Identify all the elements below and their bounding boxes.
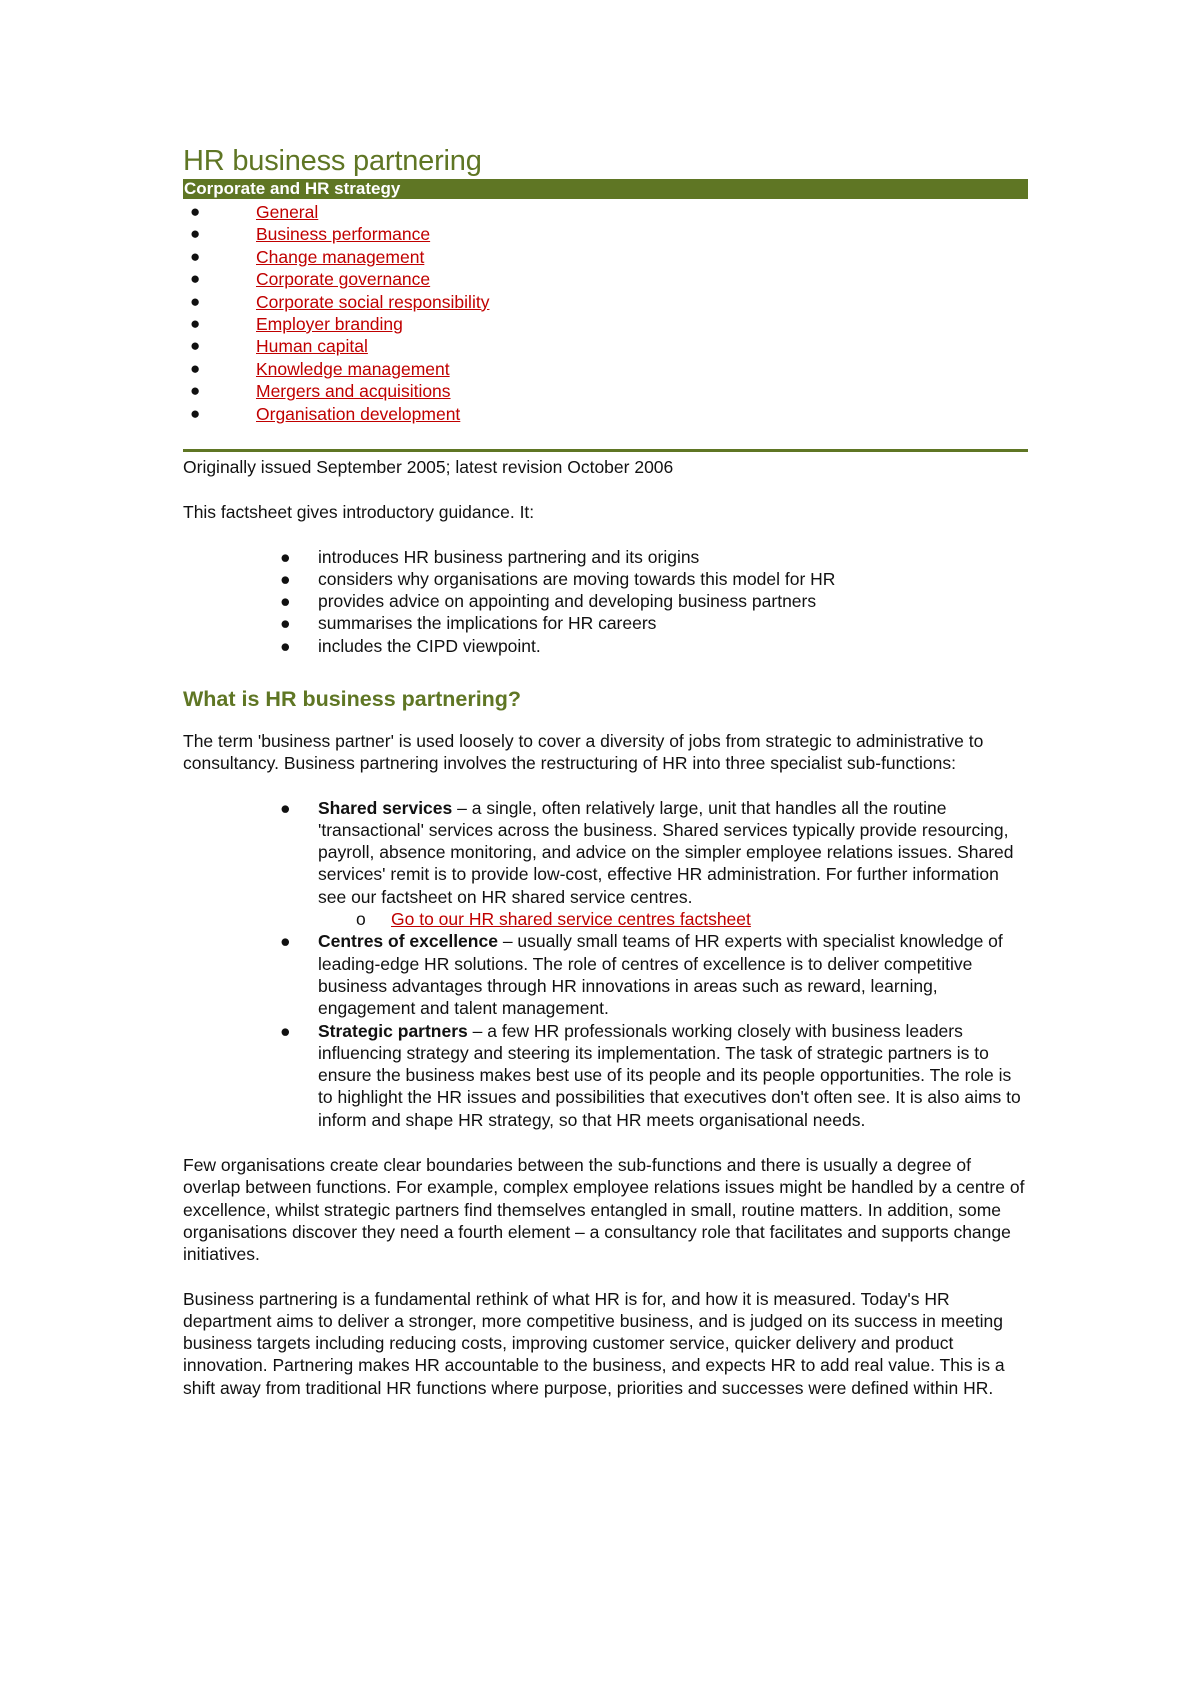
nav-link-knowledge-management[interactable]: Knowledge management [256,358,450,379]
circle-o-icon: o [356,909,366,930]
list-item [183,403,1028,425]
divider-rule [183,449,1028,452]
list-item-text: summarises the implications for HR careers [318,613,657,634]
list-item [183,291,1028,313]
bullet-dot-icon: ● [190,336,201,356]
shared-service-factsheet-link[interactable]: Go to our HR shared service centres factsheet [391,909,751,930]
list-item [183,546,1028,568]
paragraph-term: The term 'business partner' is used loosely to cover a diversity of jobs from strategic to administrative to consultancy. Business partnering involves the restructuring of HR into three specialist sub-functions: [183,730,984,774]
bullet-dot-icon: ● [280,635,291,656]
nav-link-human-capital[interactable]: Human capital [256,336,368,357]
nav-link-corporate-social-responsibility[interactable]: Corporate social responsibility [256,291,490,312]
list-item [183,313,1028,335]
list-item [183,223,1028,245]
sub-functions-list [183,797,1028,1131]
bullet-dot-icon: ● [190,269,201,289]
nav-link-business-performance[interactable]: Business performance [256,224,431,245]
document-content [183,143,1028,1399]
function-text: – a few HR professionals working closely with business leaders influencing strategy and steering its implementation. The task of strategic partners is to ensure the business makes best use of its people and its people opportunities. The role is to highlight the HR issues and possibilities that executives don't often see. It is also aims to inform and shape HR strategy, so that HR meets organisational needs. [318,1020,1021,1130]
bullet-dot-icon: ● [280,931,291,952]
topic-nav-list [183,201,1028,425]
list-item-text: includes the CIPD viewpoint. [318,635,541,656]
nav-link-organisation-development[interactable]: Organisation development [256,403,461,424]
bullet-dot-icon: ● [190,381,201,401]
bullet-dot-icon: ● [190,224,201,244]
list-item [183,358,1028,380]
section-heading-what-is: What is HR business partnering? [183,686,522,711]
list-item [183,590,1028,612]
page-title: HR business partnering [183,145,482,177]
function-term: Centres of excellence [318,931,498,952]
bullet-dot-icon: ● [280,591,291,612]
function-term: Strategic partners [318,1020,468,1041]
bullet-dot-icon: ● [190,202,201,221]
bullet-dot-icon: ● [190,358,201,378]
issued-date: Originally issued September 2005; latest revision October 2006 [183,456,674,477]
list-item [183,246,1028,268]
list-item [183,568,1028,590]
bullet-dot-icon: ● [280,1020,291,1041]
list-item-text: introduces HR business partnering and its origins [318,546,700,567]
paragraph-rethink: Business partnering is a fundamental rethink of what HR is for, and how it is measured. Today's HR department aims to deliver a stronger, more competitive business, and is judged on its success in meeting business targets including reducing costs, improving customer service, quicker delivery and product innovation. Partnering makes HR accountable to the business, and expects HR to add real value. This is a shift away from traditional HR functions where purpose, priorities and successes were defined within HR. [183,1288,1005,1398]
nav-link-general[interactable]: General [256,202,319,222]
nav-link-change-management[interactable]: Change management [256,246,425,267]
paragraph-overlap: Few organisations create clear boundaries between the sub-functions and there is usually a degree of overlap between functions. For example, complex employee relations issues might be handled by a centre of excellence, whilst strategic partners find themselves entangled in small, routine matters. In addition, some organisations discover they need a fourth element – a consultancy role that facilitates and supports change initiatives. [183,1155,1025,1265]
nav-link-employer-branding[interactable]: Employer branding [256,313,403,334]
function-text: – a single, often relatively large, unit that handles all the routine 'transactional' services across the business. Shared services typically provide resourcing, payroll, absence monitoring, and advice on the simpler employee relations issues. Shared services' remit is to provide low-cost, effective HR administration. For further information see our factsheet on HR shared service centres. [318,797,1014,907]
nav-link-mergers-and-acquisitions[interactable]: Mergers and acquisitions [256,381,451,402]
function-text: – usually small teams of HR experts with specialist knowledge of leading-edge HR solutions. The role of centres of excellence is to deliver competitive business advantages through HR innovations in areas such as reward, learning, engagement and talent management. [318,931,1003,1019]
bullet-dot-icon: ● [190,403,201,423]
bullet-dot-icon: ● [190,246,201,266]
bullet-dot-icon: ● [280,568,291,589]
list-item [183,930,1028,1019]
list-item [183,268,1028,290]
bullet-dot-icon: ● [280,797,291,818]
list-item [318,908,1028,930]
list-item-text: provides advice on appointing and developing business partners [318,591,817,612]
function-term: Shared services [318,797,453,818]
bullet-dot-icon: ● [280,546,291,567]
list-item-text: considers why organisations are moving towards this model for HR [318,568,836,589]
intro-paragraph: This factsheet gives introductory guidance. It: [183,502,535,523]
sub-list [318,908,1028,930]
list-item [183,201,1028,223]
bullet-dot-icon: ● [190,313,201,333]
list-item [183,335,1028,357]
bullet-dot-icon: ● [190,291,201,311]
list-item [183,1020,1028,1131]
list-item [183,797,1028,931]
nav-link-corporate-governance[interactable]: Corporate governance [256,269,431,290]
list-item [183,380,1028,402]
bullet-dot-icon: ● [280,613,291,634]
intro-points-list [183,546,1028,657]
list-item [183,612,1028,634]
section-bar: Corporate and HR strategy [183,179,1028,199]
list-item [183,635,1028,657]
